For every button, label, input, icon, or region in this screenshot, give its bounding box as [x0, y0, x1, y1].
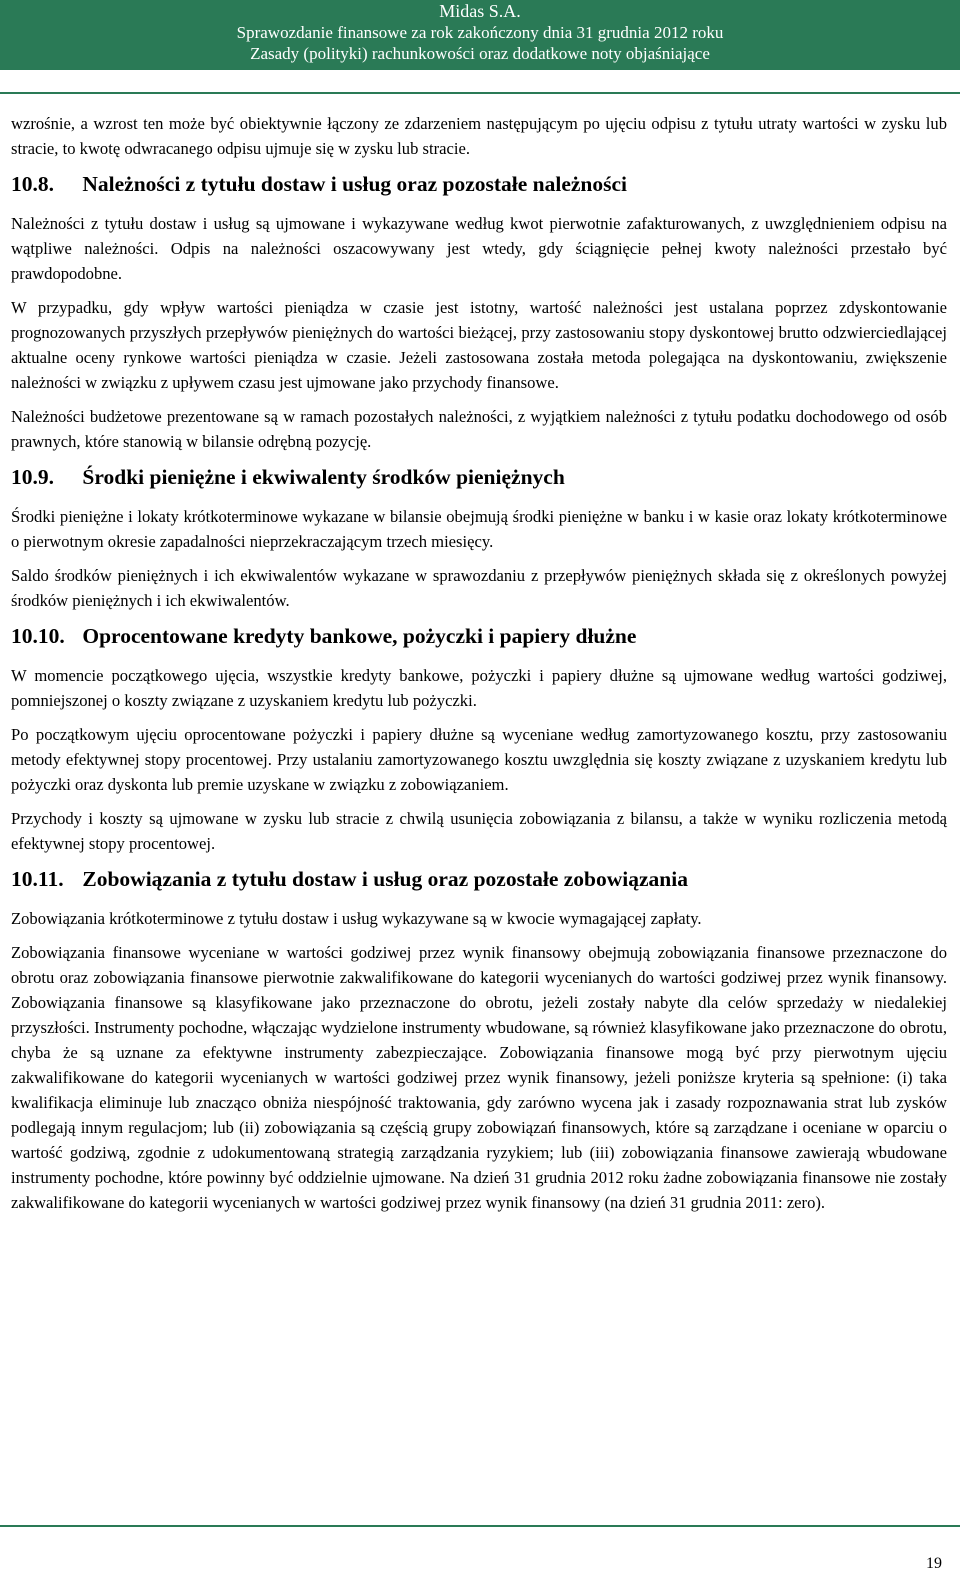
- section-heading-10-11: [11, 866, 947, 892]
- header-divider: [0, 92, 960, 94]
- page-header: [0, 0, 960, 70]
- section-number: 10.9.: [11, 465, 54, 489]
- section-number: 10.10.: [11, 624, 65, 648]
- paragraph: W momencie początkowego ujęcia, wszystkie kredyty bankowe, pożyczki i papiery dłużne są ujmowane według wartości godziwej, pomniejszonej o koszty związane z uzyskaniem kredytu lub pożyczki.: [11, 666, 947, 710]
- section-title: Należności z tytułu dostaw i usług oraz pozostałe należności: [82, 172, 628, 196]
- paragraph: W przypadku, gdy wpływ wartości pieniądza w czasie jest istotny, wartość należności jest ustalana poprzez zdyskontowanie prognozowanych przyszłych przepływów pieniężnych do wartości bieżącej, przy zastosowaniu stopy dyskontowej brutto odzwierciedlającej aktualne oceny rynkowe wartości pieniądza w czasie. Jeżeli zastosowana została metoda polegająca na dyskontowaniu, zwiększenie należności w związku z upływem czasu jest ujmowane jako przychody finansowe.: [11, 298, 947, 392]
- section-number: 10.8.: [11, 172, 54, 196]
- report-title: Sprawozdanie finansowe za rok zakończony dnia 31 grudnia 2012 roku: [236, 23, 724, 42]
- paragraph: Środki pieniężne i lokaty krótkoterminowe wykazane w bilansie obejmują środki pieniężne w banku i w kasie oraz lokaty krótkoterminowe o pierwotnym okresie zapadalności nieprzekraczającym trzech miesięcy.: [11, 507, 947, 551]
- paragraph: Zobowiązania finansowe wyceniane w wartości godziwej przez wynik finansowy obejmują zobowiązania finansowe przeznaczone do obrotu oraz zobowiązania finansowe pierwotnie zakwalifikowane do kategorii wycenianych do wartości godziwej przez wynik finansowy. Zobowiązania finansowe są klasyfikowane jako przeznaczone do obrotu, jeżeli zostały nabyte dla celów sprzedaży w niedalekiej przyszłości. Instrumenty pochodne, włączając wydzielone instrumenty wbudowane, są również klasyfikowane jako przeznaczone do obrotu, chyba że są uznane za efektywne instrumenty zabezpieczające. Zobowiązania finansowe mogą być przy pierwotnym ujęciu zakwalifikowane do kategorii wycenianych w wartości godziwej przez wynik finansowy, jeżeli poniższe kryteria są spełnione: (i) taka kwalifikacja eliminuje lub znacząco obniża niespójność traktowania, gdy zarówno wycena jak i zasady rozpoznawania strat lub zysków podlegają innym regulacjom; lub (ii) zobowiązania są częścią grupy zobowiązań finansowych, które są zarządzane i oceniane w oparciu o wartość godziwą, zgodnie z udokumentowaną strategią zarządzania ryzykiem; lub (iii) zobowiązania finansowe zawierają wbudowane instrumenty pochodne, które powinny być oddzielnie ujmowane. Na dzień 31 grudnia 2012 roku żadne zobowiązania finansowe nie zostały zakwalifikowane do kategorii wycenianych w wartości godziwej przez wynik finansowy (na dzień 31 grudnia 2011: zero).: [11, 943, 947, 1212]
- section-title: Zobowiązania z tytułu dostaw i usług oraz pozostałe zobowiązania: [82, 867, 688, 891]
- section-heading-10-10: [11, 623, 947, 649]
- paragraph: Należności budżetowe prezentowane są w ramach pozostałych należności, z wyjątkiem należności z tytułu podatku dochodowego od osób prawnych, które stanowią w bilansie odrębną pozycję.: [11, 407, 947, 451]
- paragraph: Zobowiązania krótkoterminowe z tytułu dostaw i usług wykazywane są w kwocie wymagającej zapłaty.: [11, 909, 702, 928]
- paragraph: Po początkowym ujęciu oprocentowane pożyczki i papiery dłużne są wyceniane według zamortyzowanego kosztu, przy zastosowaniu metody efektywnej stopy procentowej. Przy ustalaniu zamortyzowanego kosztu uwzględnia się koszty związane z uzyskaniem kredytu lub pożyczki oraz dyskonta lub premie uzyskane w związku z zobowiązaniem.: [11, 725, 947, 794]
- section-heading-10-9: [11, 464, 947, 490]
- section-title: Środki pieniężne i ekwiwalenty środków pieniężnych: [82, 465, 565, 489]
- section-heading-10-8: [11, 171, 947, 197]
- section-title: Oprocentowane kredyty bankowe, pożyczki i papiery dłużne: [82, 624, 637, 648]
- intro-paragraph: wzrośnie, a wzrost ten może być obiektywnie łączony ze zdarzeniem następującym po ujęciu odpisu z tytułu utraty wartości w zysku lub stracie, to kwotę odwracanego odpisu ujmuje się w zysku lub stracie.: [11, 114, 947, 158]
- paragraph: Należności z tytułu dostaw i usług są ujmowane i wykazywane według kwot pierwotnie zafakturowanych, z uwzględnieniem odpisu na wątpliwe należności. Odpis na należności oszacowywany jest wtedy, gdy ściągnięcie pełnej kwoty należności przestało być prawdopodobne.: [11, 214, 947, 283]
- footer-divider: [0, 1525, 960, 1527]
- paragraph: Saldo środków pieniężnych i ich ekwiwalentów wykazane w sprawozdaniu z przepływów pieniężnych składa się z określonych powyżej środków pieniężnych i ich ekwiwalentów.: [11, 566, 947, 610]
- page-number: 19: [926, 1555, 942, 1572]
- section-number: 10.11.: [11, 867, 64, 891]
- company-name: Midas S.A.: [439, 1, 521, 21]
- section-title: Zasady (polityki) rachunkowości oraz dodatkowe noty objaśniające: [250, 44, 710, 63]
- paragraph: Przychody i koszty są ujmowane w zysku lub stracie z chwilą usunięcia zobowiązania z bilansu, a także w wyniku rozliczenia metodą efektywnej stopy procentowej.: [11, 809, 947, 853]
- document-body: [11, 111, 947, 1224]
